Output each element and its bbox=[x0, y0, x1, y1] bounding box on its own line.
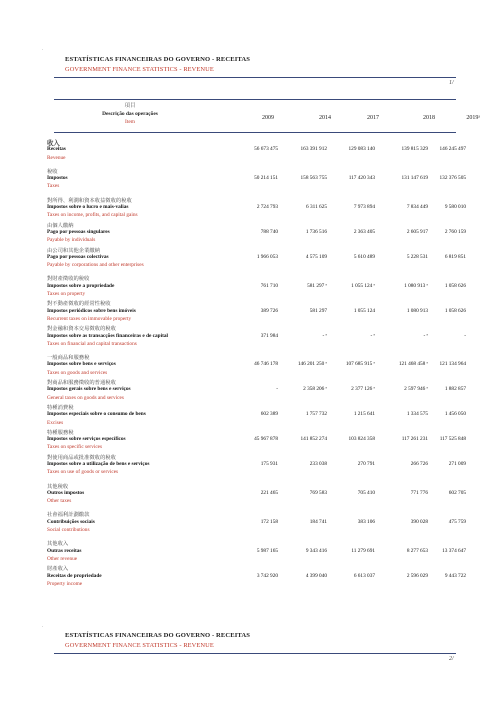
table-row bbox=[47, 489, 466, 498]
label-pt: Impostos sobre o lucro e mais-valias bbox=[47, 204, 129, 211]
value-cell: 4 399 040 bbox=[305, 572, 327, 579]
year-header: 2017 bbox=[367, 115, 379, 121]
label-pt: Receitas de propriedade bbox=[47, 572, 102, 579]
value-cell: 3 742 920 bbox=[256, 572, 278, 579]
page-title-2: ESTATÍSTICAS FINANCEIRAS DO GOVERNO - RECEITAS bbox=[65, 632, 251, 639]
value-cell: 581 297 ᵉ bbox=[307, 282, 327, 289]
table-row bbox=[47, 518, 466, 527]
row-label-en bbox=[47, 498, 457, 506]
table-row bbox=[47, 307, 466, 316]
label-en: Payable by individuals bbox=[47, 237, 96, 244]
row-label-zh bbox=[47, 221, 457, 229]
value-cell: 761 710 bbox=[260, 282, 278, 289]
label-en: General taxes on goods and services bbox=[47, 394, 124, 401]
row-label-en bbox=[47, 262, 457, 270]
value-cell: 121 134 964 bbox=[439, 361, 466, 368]
label-en: Revenue bbox=[47, 154, 66, 161]
value-cell: 6 819 851 bbox=[444, 253, 466, 260]
label-en: Other taxes bbox=[47, 498, 72, 505]
value-cell: - ᵉ bbox=[322, 332, 327, 339]
value-cell: 146 201 250 ᵉ bbox=[297, 361, 327, 368]
divider bbox=[54, 77, 456, 78]
value-cell: 2 377 126 ᵉ bbox=[351, 386, 375, 393]
header-zh: 項目 bbox=[124, 103, 136, 109]
label-pt: Contribuições sociais bbox=[47, 518, 95, 525]
value-cell: 139 815 329 bbox=[401, 146, 428, 153]
label-pt: Impostos bbox=[47, 175, 68, 182]
label-pt: Impostos sobre a propriedade bbox=[47, 282, 115, 289]
label-zh: 對金融和資本交易徵收的稅收 bbox=[47, 326, 116, 333]
value-cell: 4 575 109 bbox=[305, 253, 327, 260]
value-cell: 2 596 029 bbox=[406, 572, 428, 579]
label-en: Taxes on property bbox=[47, 291, 86, 298]
row-label-en bbox=[47, 237, 457, 245]
table-row bbox=[47, 436, 466, 444]
page-title: ESTATÍSTICAS FINANCEIRAS DO GOVERNO - RECEITAS bbox=[65, 56, 251, 63]
value-cell: 5 228 531 bbox=[406, 253, 428, 260]
label-zh: 特種消費稅 bbox=[47, 404, 74, 411]
row-label-zh bbox=[47, 378, 457, 386]
value-cell: 389 726 bbox=[260, 307, 278, 314]
year-header: 2014 bbox=[319, 115, 331, 121]
label-en: Taxes on use of goods or services bbox=[47, 469, 119, 476]
value-cell: 7 834 449 bbox=[406, 204, 428, 211]
label-en: Taxes on income, profits, and capital gains bbox=[47, 212, 138, 219]
divider bbox=[54, 653, 456, 654]
table-header-rule bbox=[54, 132, 456, 133]
page-number: 1/ bbox=[449, 80, 454, 86]
label-zh: 一般商品和服務稅 bbox=[47, 355, 90, 362]
page-subtitle: GOVERNMENT FINANCE STATISTICS - REVENUE bbox=[65, 66, 214, 73]
table-row bbox=[47, 282, 466, 291]
label-zh: 其他稅收 bbox=[47, 483, 69, 490]
table-row bbox=[47, 175, 466, 183]
value-cell: 1 966 053 bbox=[256, 253, 278, 260]
label-pt: Impostos sobre as transacções financeiras e de capital bbox=[47, 332, 168, 339]
value-cell: 163 391 912 bbox=[300, 146, 327, 153]
value-cell: 45 967 878 bbox=[254, 436, 278, 443]
label-pt: Impostos sobre bens e serviços bbox=[47, 361, 116, 368]
value-cell: 788 740 bbox=[260, 228, 278, 235]
value-cell: 5 987 165 bbox=[256, 547, 278, 554]
year-header: 2009 bbox=[262, 115, 274, 121]
row-label-zh bbox=[47, 510, 457, 518]
label-en: Social contributions bbox=[47, 527, 90, 534]
value-cell: 270 791 bbox=[357, 460, 375, 467]
value-cell: 2 358 206 ᵉ bbox=[303, 386, 327, 393]
row-label-en bbox=[47, 155, 457, 163]
header-en: Item bbox=[125, 119, 135, 125]
value-cell: 117 261 231 bbox=[401, 436, 428, 443]
row-label-en bbox=[47, 420, 457, 428]
value-cell: 602 705 bbox=[448, 489, 466, 496]
table-row bbox=[47, 572, 466, 581]
value-cell: 1 334 575 bbox=[406, 411, 428, 418]
row-label-zh bbox=[47, 274, 457, 282]
value-cell: 175 931 bbox=[260, 460, 278, 467]
table-row bbox=[47, 386, 466, 394]
header-pt: Descrição das operações bbox=[102, 111, 158, 117]
label-pt: Impostos sobre a utilização de bens e serviços bbox=[47, 460, 150, 467]
row-label-zh bbox=[47, 428, 457, 436]
value-cell: 141 852 274 bbox=[300, 436, 327, 443]
label-zh: 其他收入 bbox=[47, 541, 69, 548]
value-cell: 117 420 343 bbox=[348, 175, 375, 182]
label-pt: Impostos sobre serviços específicos bbox=[47, 436, 126, 443]
year-header: 2018 bbox=[423, 115, 435, 121]
value-cell: - bbox=[464, 332, 466, 339]
row-label-en bbox=[47, 395, 457, 403]
value-cell: 8 277 653 bbox=[406, 547, 428, 554]
label-zh: 稅收 bbox=[47, 168, 58, 175]
value-cell: 2 363 405 bbox=[353, 228, 375, 235]
row-label-zh bbox=[47, 196, 457, 204]
page-marker: . bbox=[42, 624, 44, 629]
value-cell: 271 009 bbox=[448, 460, 466, 467]
value-cell: 383 106 bbox=[357, 518, 375, 525]
value-cell: 146 245 497 bbox=[439, 146, 466, 153]
label-en: Recurrent taxes on immovable property bbox=[47, 315, 132, 322]
label-zh: 對不動產徵收的經常性稅收 bbox=[47, 301, 111, 308]
value-cell: 7 973 894 bbox=[353, 204, 375, 211]
label-pt: Impostos especiais sobre o consumo de bens bbox=[47, 411, 146, 418]
value-cell: 132 376 505 bbox=[439, 175, 466, 182]
value-cell: 6 613 037 bbox=[353, 572, 375, 579]
table-row bbox=[47, 411, 466, 419]
row-label-zh bbox=[47, 564, 457, 572]
value-cell: 1 080 913 bbox=[406, 307, 428, 314]
label-zh: 對所得、利潤和資本收益徵收的稅收 bbox=[47, 197, 132, 204]
row-label-zh bbox=[47, 453, 457, 461]
value-cell: 9 580 010 bbox=[444, 204, 466, 211]
row-label-zh bbox=[47, 353, 457, 361]
value-cell: 266 726 bbox=[410, 460, 428, 467]
value-cell: 475 759 bbox=[448, 518, 466, 525]
table-row bbox=[47, 228, 466, 237]
table-top-rule bbox=[54, 99, 456, 100]
value-cell: 233 038 bbox=[309, 460, 327, 467]
page-subtitle-2: GOVERNMENT FINANCE STATISTICS - REVENUE bbox=[65, 642, 214, 649]
label-en: Excises bbox=[47, 419, 64, 426]
row-label-zh bbox=[47, 403, 457, 411]
value-cell: 1 058 626 bbox=[444, 282, 466, 289]
value-cell: 158 563 755 bbox=[300, 175, 327, 182]
value-cell: 221 465 bbox=[260, 489, 278, 496]
value-cell: 1 757 732 bbox=[305, 411, 327, 418]
label-zh: 對財產徵收的稅收 bbox=[47, 276, 90, 283]
label-en: Taxes on goods and services bbox=[47, 369, 108, 376]
value-cell: 371 984 bbox=[260, 332, 278, 339]
table-row bbox=[47, 547, 466, 556]
value-cell: - ᵉ bbox=[370, 332, 375, 339]
label-en: Taxes on specific services bbox=[47, 444, 103, 451]
row-label-zh bbox=[47, 246, 457, 254]
value-cell: 107 685 915 ᵉ bbox=[345, 361, 375, 368]
value-cell: 103 824 358 bbox=[348, 436, 375, 443]
value-cell: 1 055 124 bbox=[353, 307, 375, 314]
label-zh: 財產收入 bbox=[47, 566, 69, 573]
value-cell: 56 673 475 bbox=[254, 146, 278, 153]
revenue-table bbox=[47, 138, 466, 589]
value-cell: 390 028 bbox=[410, 518, 428, 525]
value-cell: 602 389 bbox=[260, 411, 278, 418]
label-zh: 特種服務稅 bbox=[47, 429, 74, 436]
value-cell: 1 882 857 bbox=[444, 386, 466, 393]
value-cell: 2 760 159 bbox=[444, 228, 466, 235]
row-label-zh bbox=[47, 482, 457, 490]
label-zh: 對商品和服務徵收的普通稅收 bbox=[47, 380, 116, 387]
row-label-en bbox=[47, 291, 457, 299]
table-row bbox=[47, 361, 466, 369]
row-label-zh bbox=[47, 299, 457, 307]
label-pt: Impostos gerais sobre bens e serviços bbox=[47, 386, 131, 393]
value-cell: 705 410 bbox=[357, 489, 375, 496]
row-label-en bbox=[47, 316, 457, 324]
row-label-en bbox=[47, 183, 457, 191]
label-pt: Outros impostos bbox=[47, 489, 85, 496]
value-cell: 1 215 641 bbox=[353, 411, 375, 418]
label-en: Payable by corporations and other enterprises bbox=[47, 262, 144, 269]
value-cell: 13 374 647 bbox=[442, 547, 466, 554]
row-label-en bbox=[47, 370, 457, 378]
label-zh: 由公司和其他企業繳納 bbox=[47, 247, 100, 254]
value-cell: 117 525 848 bbox=[439, 436, 466, 443]
label-pt: Receitas bbox=[47, 146, 66, 153]
value-cell: 131 147 619 bbox=[401, 175, 428, 182]
label-pt: Impostos periódicos sobre bens imóveis bbox=[47, 307, 136, 314]
value-cell: 172 158 bbox=[260, 518, 278, 525]
value-cell: 2 597 946 ᵉ bbox=[404, 386, 428, 393]
table-row bbox=[47, 146, 466, 154]
value-cell: - bbox=[276, 386, 278, 393]
row-label-en bbox=[47, 581, 457, 589]
label-pt: Outras receitas bbox=[47, 547, 82, 554]
label-en: Taxes on financial and capital transactions bbox=[47, 340, 137, 347]
value-cell: 9 443 722 bbox=[444, 572, 466, 579]
value-cell: 9 343 416 bbox=[305, 547, 327, 554]
value-cell: 184 741 bbox=[309, 518, 327, 525]
page-marker: . bbox=[42, 47, 44, 52]
value-cell: 1 055 124 ᵉ bbox=[351, 282, 375, 289]
value-cell: 6 311 625 bbox=[306, 204, 327, 211]
value-cell: - ᵉ bbox=[423, 332, 428, 339]
page-number-2: 2/ bbox=[449, 656, 454, 662]
table-row bbox=[47, 332, 466, 341]
row-label-en bbox=[47, 469, 457, 477]
row-label-en bbox=[47, 556, 457, 564]
section-label: 收入 bbox=[47, 140, 60, 147]
column-header-item bbox=[80, 102, 180, 126]
value-cell: 1 080 913 ᵉ bbox=[404, 282, 428, 289]
year-header: 2019ᵃ bbox=[466, 115, 480, 121]
row-label-zh bbox=[47, 539, 457, 547]
value-cell: 129 083 140 bbox=[348, 146, 375, 153]
value-cell: 771 776 bbox=[410, 489, 428, 496]
value-cell: 769 583 bbox=[309, 489, 327, 496]
row-label-en bbox=[47, 212, 457, 220]
label-en: Other revenue bbox=[47, 555, 78, 562]
value-cell: 2 605 917 bbox=[406, 228, 428, 235]
label-zh: 對使用商品或批准徵收的稅收 bbox=[47, 454, 116, 461]
value-cell: 46 746 178 bbox=[254, 361, 278, 368]
row-label-en bbox=[47, 341, 457, 349]
table-row bbox=[47, 253, 466, 262]
value-cell: 581 297 bbox=[309, 307, 327, 314]
value-cell: 1 058 626 bbox=[444, 307, 466, 314]
value-cell: 1 736 516 bbox=[305, 228, 327, 235]
section-heading bbox=[47, 138, 457, 146]
label-pt: Pago por pessoas colectivas bbox=[47, 253, 109, 260]
label-en: Taxes bbox=[47, 183, 60, 190]
value-cell: 11 279 691 bbox=[351, 547, 375, 554]
row-label-zh bbox=[47, 167, 457, 175]
row-label-en bbox=[47, 444, 457, 452]
label-zh: 由個人繳納 bbox=[47, 222, 74, 229]
label-zh: 社會福利計劃繳款 bbox=[47, 512, 90, 519]
value-cell: 121 468 458 ᵉ bbox=[398, 361, 428, 368]
value-cell: 5 610 489 bbox=[353, 253, 375, 260]
label-pt: Pago por pessoas singulares bbox=[47, 228, 110, 235]
row-label-zh bbox=[47, 324, 457, 332]
value-cell: 1 456 050 bbox=[444, 411, 466, 418]
value-cell: 50 214 151 bbox=[254, 175, 278, 182]
label-en: Property income bbox=[47, 580, 83, 587]
row-label-en bbox=[47, 527, 457, 535]
value-cell: 2 724 793 bbox=[256, 204, 278, 211]
